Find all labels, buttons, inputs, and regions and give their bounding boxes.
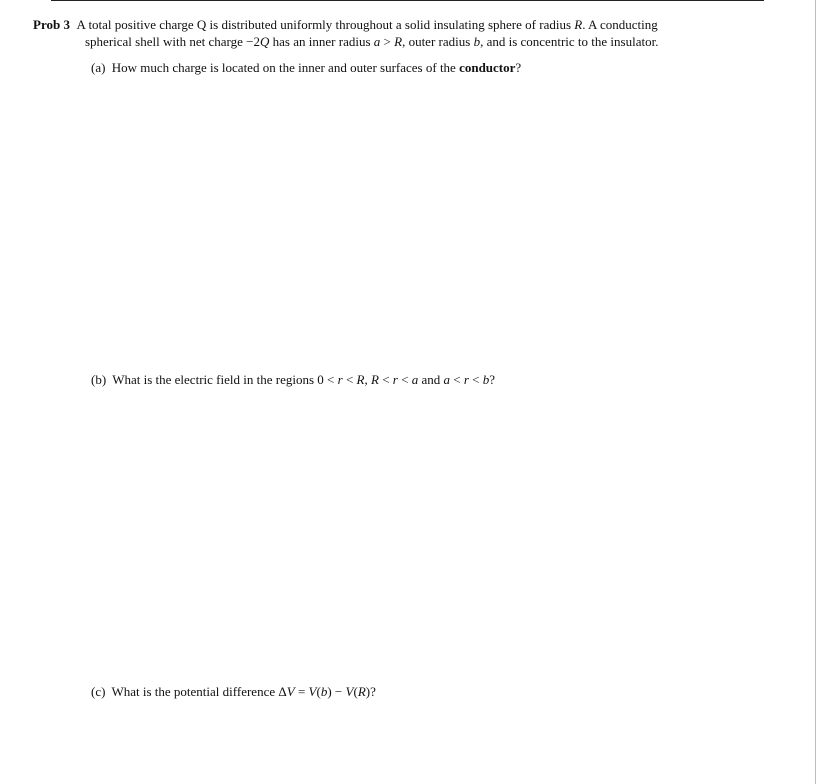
part-a-text: How much charge is located on the inner and outer surfaces of the	[111, 60, 456, 75]
part-b-question	[91, 372, 495, 388]
problem-text-line-1: A total positive charge Q is distributed uniformly throughout a solid insulating sphere of radius R. A conducting	[76, 17, 658, 32]
top-rule	[51, 0, 764, 1]
part-c-question	[91, 684, 376, 700]
part-a-label: (a)	[91, 60, 106, 75]
part-a-bold-word: conductor	[459, 60, 516, 75]
problem-line-1	[33, 17, 768, 34]
part-a-text-end: ?	[515, 60, 522, 75]
page-edge-rule	[815, 0, 816, 784]
part-c-text: What is the potential difference ΔV = V(b) − V(R)?	[111, 684, 376, 699]
problem-statement	[33, 17, 768, 50]
problem-label: Prob 3	[33, 17, 70, 32]
part-b-label: (b)	[91, 372, 107, 387]
part-a-question	[91, 60, 521, 76]
problem-line-2	[33, 34, 768, 51]
problem-text-line-2: spherical shell with net charge −2Q has an inner radius a > R, outer radius b, and is concentric to the insulator.	[85, 33, 659, 49]
part-c-label: (c)	[91, 684, 106, 699]
part-b-text: What is the electric field in the regions 0 < r < R, R < r < a and a < r < b?	[112, 372, 495, 387]
